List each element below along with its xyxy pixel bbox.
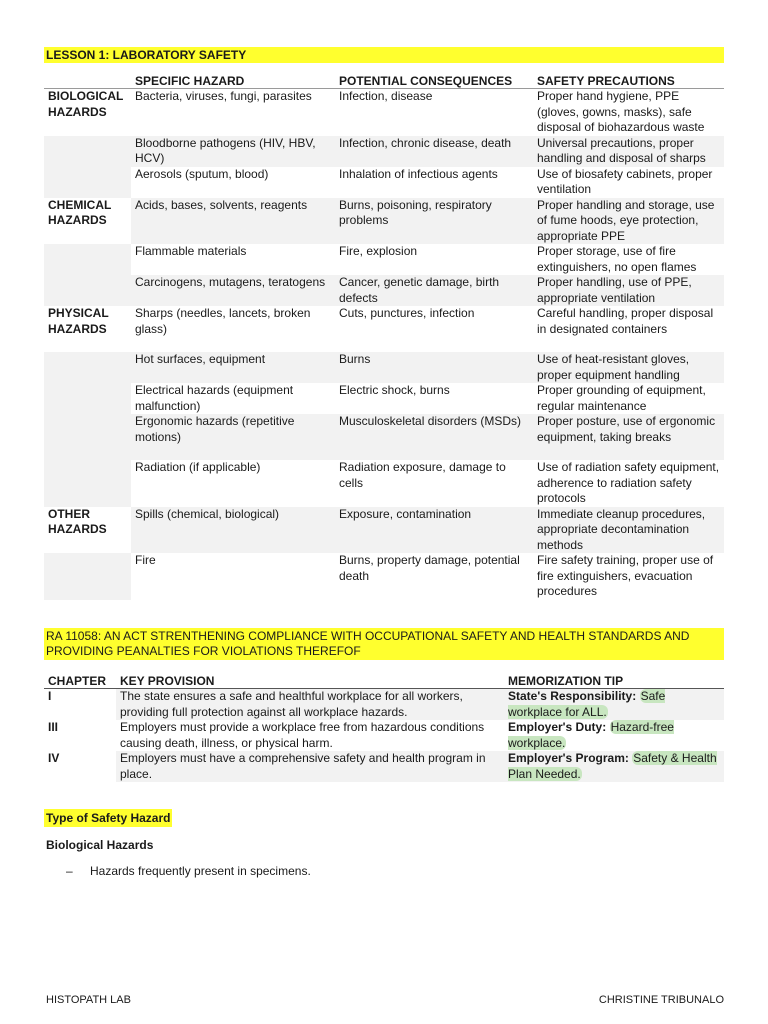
category-physical: PHYSICAL HAZARDS	[44, 306, 131, 352]
table-row	[44, 507, 724, 554]
cell-precaution: Proper handling, use of PPE, appropriate ventilation	[533, 275, 724, 306]
tip-highlight: Hazard-free workplace.	[508, 720, 674, 750]
cell-consequence: Exposure, contamination	[335, 507, 533, 554]
chapter-number: I	[44, 689, 116, 721]
cell-hazard: Flammable materials	[135, 244, 247, 258]
cell-hazard: Carcinogens, mutagens, teratogens	[131, 275, 335, 306]
cell-hazard: Fire	[135, 553, 156, 567]
cell-precaution: Proper hand hygiene, PPE (gloves, gowns, masks), safe disposal of biohazardous waste	[537, 89, 705, 134]
cell-precaution: Proper posture, use of ergonomic equipment, taking breaks	[533, 414, 724, 460]
table-row	[44, 689, 724, 721]
table-row	[44, 167, 724, 198]
cell-hazard: Ergonomic hazards (repetitive motions)	[131, 414, 335, 460]
header-specific-hazard: SPECIFIC HAZARD	[131, 72, 335, 89]
cell-hazard: Bloodborne pathogens (HIV, HBV, HCV)	[131, 136, 335, 167]
cell-precaution: Proper storage, use of fire extinguishers, no open flames	[537, 244, 697, 274]
cell-precaution: Use of heat-resistant gloves, proper equipment handling	[533, 352, 724, 383]
cell-hazard: Radiation (if applicable)	[135, 460, 261, 474]
cell-consequence: Inhalation of infectious agents	[339, 166, 498, 181]
table-row	[44, 244, 724, 275]
tip-label: Employer's Program:	[508, 751, 629, 765]
header-key-provision: KEY PROVISION	[116, 672, 504, 689]
table-row	[44, 306, 724, 352]
ra-title: RA 11058: AN ACT STRENTHENING COMPLIANCE WITH OCCUPATIONAL SAFETY AND HEALTH STANDARDS AND PROVIDING PEANALTIES FOR VIOLATIONS THEREFOF	[44, 628, 724, 660]
table-row	[44, 383, 724, 414]
provision-text: Employers must provide a workplace free from hazardous conditions causing death, illness, or physical harm.	[116, 720, 504, 751]
biological-hazards-heading: Biological Hazards	[46, 838, 154, 852]
header-chapter: CHAPTER	[44, 672, 116, 689]
table-row	[44, 460, 724, 507]
chapter-number: III	[44, 720, 116, 751]
cell-consequence: Cuts, punctures, infection	[339, 306, 475, 320]
header-potential-consequences: POTENTIAL CONSEQUENCES	[335, 72, 533, 89]
cell-precaution: Use of radiation safety equipment, adherence to radiation safety protocols	[537, 460, 720, 505]
cell-precaution: Proper handling and storage, use of fume hoods, eye protection, appropriate PPE	[533, 198, 724, 245]
ra-table	[44, 672, 724, 782]
hazard-table-header	[44, 72, 724, 89]
cell-hazard: Acids, bases, solvents, reagents	[131, 198, 335, 245]
header-safety-precautions: SAFETY PRECAUTIONS	[533, 72, 724, 89]
chapter-number: IV	[44, 751, 116, 782]
provision-text: Employers must have a comprehensive safety and health program in place.	[116, 751, 504, 782]
provision-text: The state ensures a safe and healthful workplace for all workers, providing full protection against all workplace hazards.	[116, 689, 504, 721]
table-row	[44, 136, 724, 167]
table-row	[44, 89, 724, 136]
cell-hazard: Electrical hazards (equipment malfunction)	[135, 383, 294, 413]
cell-consequence: Musculoskeletal disorders (MSDs)	[335, 414, 533, 460]
table-row	[44, 553, 724, 600]
tip-highlight: Safe workplace for ALL.	[508, 689, 666, 719]
cell-hazard: Spills (chemical, biological)	[131, 507, 335, 554]
hazard-table	[44, 72, 724, 600]
memorization-tip	[504, 751, 724, 782]
footer-right: CHRISTINE TRIBUNALO	[598, 994, 724, 1006]
header-memorization-tip: MEMORIZATION TIP	[504, 672, 724, 689]
table-row	[44, 352, 724, 383]
tip-label: Employer's Duty:	[508, 720, 607, 734]
cell-precaution: Immediate cleanup procedures, appropriate decontamination methods	[533, 507, 724, 554]
cell-consequence: Cancer, genetic damage, birth defects	[335, 275, 533, 306]
table-row	[44, 751, 724, 782]
header-category	[44, 72, 131, 89]
table-row	[44, 414, 724, 460]
cell-consequence: Radiation exposure, damage to cells	[339, 460, 506, 490]
cell-consequence: Burns, property damage, potential death	[339, 553, 520, 583]
bullet-text: Hazards frequently present in specimens.	[90, 864, 311, 878]
category-chemical: CHEMICAL HAZARDS	[44, 198, 131, 245]
bullet-dash: –	[66, 864, 73, 878]
footer-left: HISTOPATH LAB	[46, 994, 131, 1006]
cell-consequence: Electric shock, burns	[339, 383, 450, 397]
cell-precaution: Careful handling, proper disposal in designated containers	[537, 306, 714, 336]
table-row	[44, 275, 724, 306]
table-row	[44, 198, 724, 245]
cell-precaution: Fire safety training, proper use of fire extinguishers, evacuation procedures	[537, 553, 714, 598]
list-item	[66, 864, 311, 878]
cell-consequence: Burns	[335, 352, 533, 383]
table-row	[44, 720, 724, 751]
cell-precaution: Proper grounding of equipment, regular maintenance	[537, 383, 706, 413]
category-other: OTHER HAZARDS	[44, 507, 131, 554]
tip-highlight: Safety & Health Plan Needed.	[508, 751, 717, 781]
cell-hazard: Hot surfaces, equipment	[131, 352, 335, 383]
cell-precaution: Use of biosafety cabinets, proper ventilation	[537, 166, 713, 196]
memorization-tip	[504, 720, 724, 751]
cell-consequence: Infection, chronic disease, death	[335, 136, 533, 167]
cell-consequence: Fire, explosion	[339, 244, 418, 258]
cell-consequence: Burns, poisoning, respiratory problems	[335, 198, 533, 245]
cell-hazard: Bacteria, viruses, fungi, parasites	[135, 89, 312, 103]
memorization-tip	[504, 689, 724, 721]
type-of-safety-hazard-heading: Type of Safety Hazard	[46, 811, 171, 825]
cell-hazard: Sharps (needles, lancets, broken glass)	[135, 306, 311, 336]
category-biological: BIOLOGICAL HAZARDS	[44, 89, 131, 136]
tip-label: State's Responsibility:	[508, 689, 637, 703]
cell-precaution: Universal precautions, proper handling and disposal of sharps	[533, 136, 724, 167]
cell-hazard: Aerosols (sputum, blood)	[135, 166, 269, 181]
cell-consequence: Infection, disease	[339, 89, 433, 103]
ra-table-header	[44, 672, 724, 689]
lesson-title: LESSON 1: LABORATORY SAFETY	[44, 47, 724, 63]
